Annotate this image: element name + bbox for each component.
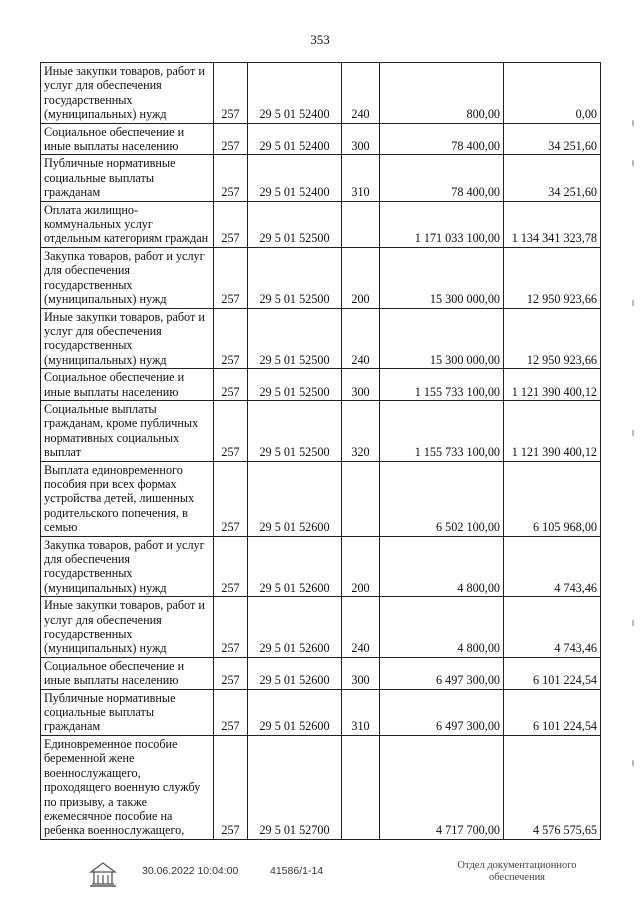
footer-date: 30.06.2022 10:04:00 bbox=[142, 865, 239, 877]
table-row bbox=[41, 657, 601, 689]
cell-expense-type: 240 bbox=[342, 597, 380, 658]
footer-department bbox=[432, 860, 602, 884]
cell-code: 257 bbox=[214, 201, 248, 247]
cell-target-article: 29 5 01 52500 bbox=[248, 369, 342, 401]
cell-code: 257 bbox=[214, 155, 248, 201]
cell-planned-amount: 1 155 733 100,00 bbox=[380, 400, 504, 461]
cell-planned-amount: 4 800,00 bbox=[380, 597, 504, 658]
footer-department-line2: обеспечения bbox=[488, 872, 546, 883]
cell-expense-type: 200 bbox=[342, 536, 380, 597]
cell-planned-amount: 6 497 300,00 bbox=[380, 657, 504, 689]
cell-planned-amount: 1 155 733 100,00 bbox=[380, 369, 504, 401]
table-row bbox=[41, 536, 601, 597]
cell-planned-amount: 15 300 000,00 bbox=[380, 247, 504, 308]
cell-code: 257 bbox=[214, 536, 248, 597]
page-footer bbox=[0, 858, 640, 898]
cell-expense-type bbox=[342, 201, 380, 247]
cell-executed-amount: 1 134 341 323,78 bbox=[504, 201, 601, 247]
cell-target-article: 29 5 01 52600 bbox=[248, 689, 342, 735]
cell-code: 257 bbox=[214, 597, 248, 658]
cell-name: Выплата единовременного пособия при всех формах устройства детей, лишенных родительского попечения, в семью bbox=[41, 461, 214, 536]
table-row bbox=[41, 735, 601, 839]
cell-expense-type: 320 bbox=[342, 400, 380, 461]
cell-expense-type bbox=[342, 461, 380, 536]
cell-expense-type: 240 bbox=[342, 63, 380, 124]
cell-planned-amount: 4 717 700,00 bbox=[380, 735, 504, 839]
cell-target-article: 29 5 01 52500 bbox=[248, 201, 342, 247]
cell-name: Оплата жилищно-коммунальных услуг отдельным категориям граждан bbox=[41, 201, 214, 247]
cell-executed-amount: 6 105 968,00 bbox=[504, 461, 601, 536]
cell-executed-amount: 0,00 bbox=[504, 63, 601, 124]
cell-name: Публичные нормативные социальные выплаты гражданам bbox=[41, 155, 214, 201]
cell-target-article: 29 5 01 52500 bbox=[248, 400, 342, 461]
cell-code: 257 bbox=[214, 400, 248, 461]
table-row bbox=[41, 597, 601, 658]
cell-code: 257 bbox=[214, 369, 248, 401]
budget-table bbox=[40, 62, 601, 840]
cell-executed-amount: 12 950 923,66 bbox=[504, 247, 601, 308]
margin-scan-marks bbox=[630, 100, 634, 800]
cell-code: 257 bbox=[214, 63, 248, 124]
cell-target-article: 29 5 01 52400 bbox=[248, 123, 342, 155]
table-row bbox=[41, 63, 601, 124]
cell-executed-amount: 4 743,46 bbox=[504, 536, 601, 597]
budget-table-body bbox=[41, 63, 601, 840]
cell-name: Социальное обеспечение и иные выплаты населению bbox=[41, 369, 214, 401]
cell-name: Закупка товаров, работ и услуг для обеспечения государственных (муниципальных) нужд bbox=[41, 247, 214, 308]
cell-executed-amount: 34 251,60 bbox=[504, 123, 601, 155]
cell-target-article: 29 5 01 52700 bbox=[248, 735, 342, 839]
cell-name: Социальные выплаты гражданам, кроме публичных нормативных социальных выплат bbox=[41, 400, 214, 461]
cell-code: 257 bbox=[214, 123, 248, 155]
cell-executed-amount: 1 121 390 400,12 bbox=[504, 400, 601, 461]
cell-target-article: 29 5 01 52600 bbox=[248, 461, 342, 536]
cell-expense-type bbox=[342, 735, 380, 839]
cell-planned-amount: 78 400,00 bbox=[380, 123, 504, 155]
cell-name: Иные закупки товаров, работ и услуг для обеспечения государственных (муниципальных) нужд bbox=[41, 597, 214, 658]
cell-executed-amount: 6 101 224,54 bbox=[504, 689, 601, 735]
cell-expense-type: 300 bbox=[342, 123, 380, 155]
page-number: 353 bbox=[310, 32, 330, 47]
cell-expense-type: 300 bbox=[342, 657, 380, 689]
cell-target-article: 29 5 01 52400 bbox=[248, 63, 342, 124]
cell-code: 257 bbox=[214, 657, 248, 689]
cell-expense-type: 310 bbox=[342, 689, 380, 735]
cell-target-article: 29 5 01 52400 bbox=[248, 155, 342, 201]
cell-executed-amount: 12 950 923,66 bbox=[504, 308, 601, 369]
cell-planned-amount: 1 171 033 100,00 bbox=[380, 201, 504, 247]
cell-planned-amount: 6 502 100,00 bbox=[380, 461, 504, 536]
table-row bbox=[41, 308, 601, 369]
cell-executed-amount: 4 743,46 bbox=[504, 597, 601, 658]
cell-name: Закупка товаров, работ и услуг для обеспечения государственных (муниципальных) нужд bbox=[41, 536, 214, 597]
table-row bbox=[41, 689, 601, 735]
cell-name: Единовременное пособие беременной жене военнослужащего, проходящего военную службу по призыву, а также ежемесячное пособие на ребенка военнослужащего, bbox=[41, 735, 214, 839]
cell-planned-amount: 800,00 bbox=[380, 63, 504, 124]
cell-target-article: 29 5 01 52600 bbox=[248, 536, 342, 597]
cell-code: 257 bbox=[214, 735, 248, 839]
cell-target-article: 29 5 01 52500 bbox=[248, 308, 342, 369]
cell-executed-amount: 1 121 390 400,12 bbox=[504, 369, 601, 401]
cell-executed-amount: 34 251,60 bbox=[504, 155, 601, 201]
cell-expense-type: 310 bbox=[342, 155, 380, 201]
cell-code: 257 bbox=[214, 308, 248, 369]
table-row bbox=[41, 400, 601, 461]
table-row bbox=[41, 201, 601, 247]
cell-target-article: 29 5 01 52600 bbox=[248, 657, 342, 689]
cell-name: Социальное обеспечение и иные выплаты населению bbox=[41, 123, 214, 155]
cell-target-article: 29 5 01 52600 bbox=[248, 597, 342, 658]
cell-expense-type: 200 bbox=[342, 247, 380, 308]
cell-name: Публичные нормативные социальные выплаты гражданам bbox=[41, 689, 214, 735]
cell-planned-amount: 6 497 300,00 bbox=[380, 689, 504, 735]
table-row bbox=[41, 247, 601, 308]
table-row bbox=[41, 155, 601, 201]
footer-department-line1: Отдел документационного bbox=[457, 860, 577, 871]
table-row bbox=[41, 123, 601, 155]
building-stamp-icon bbox=[88, 858, 118, 888]
cell-planned-amount: 15 300 000,00 bbox=[380, 308, 504, 369]
cell-name: Иные закупки товаров, работ и услуг для обеспечения государственных (муниципальных) нужд bbox=[41, 308, 214, 369]
cell-expense-type: 240 bbox=[342, 308, 380, 369]
table-row bbox=[41, 369, 601, 401]
cell-planned-amount: 78 400,00 bbox=[380, 155, 504, 201]
cell-target-article: 29 5 01 52500 bbox=[248, 247, 342, 308]
cell-code: 257 bbox=[214, 247, 248, 308]
cell-executed-amount: 4 576 575,65 bbox=[504, 735, 601, 839]
cell-name: Иные закупки товаров, работ и услуг для обеспечения государственных (муниципальных) нужд bbox=[41, 63, 214, 124]
cell-expense-type: 300 bbox=[342, 369, 380, 401]
cell-name: Социальное обеспечение и иные выплаты населению bbox=[41, 657, 214, 689]
table-row bbox=[41, 461, 601, 536]
cell-code: 257 bbox=[214, 461, 248, 536]
cell-planned-amount: 4 800,00 bbox=[380, 536, 504, 597]
footer-doc-number: 41586/1-14 bbox=[270, 865, 324, 877]
cell-executed-amount: 6 101 224,54 bbox=[504, 657, 601, 689]
cell-code: 257 bbox=[214, 689, 248, 735]
